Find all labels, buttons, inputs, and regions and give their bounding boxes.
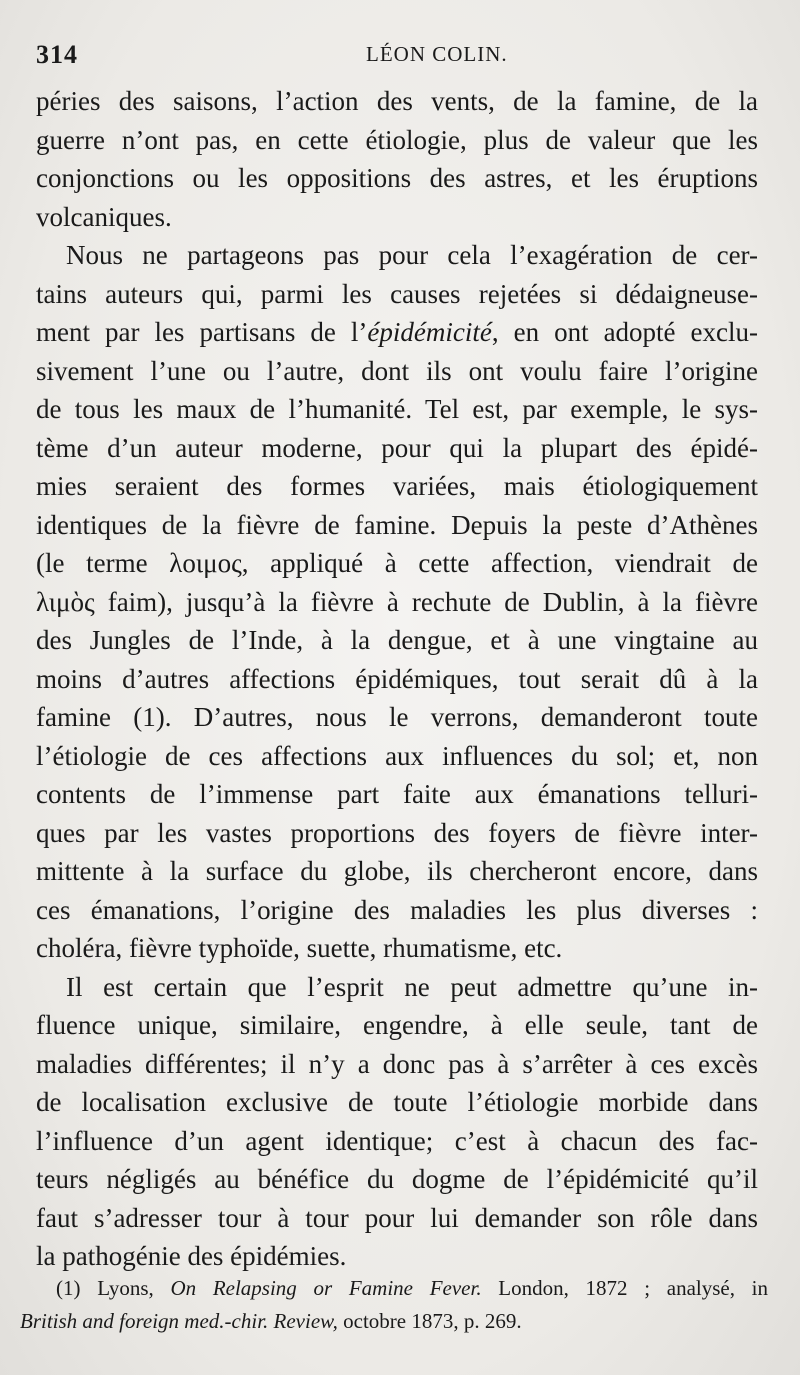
footnote <box>20 1272 768 1338</box>
text-line: Nous ne partageons pas pour cela l’exagération de cer- <box>66 240 758 270</box>
text-line: ques par les vastes proportions des foyers de fièvre inter- <box>36 817 758 848</box>
text-line: guerre n’ont pas, en cette étiologie, plus de valeur que les <box>36 124 758 155</box>
running-head: LÉON COLIN. <box>366 42 508 66</box>
text-line: de localisation exclusive de toute l’étiologie morbide dans <box>36 1087 758 1117</box>
text-line: péries des saisons, l’action des vents, de la famine, de la <box>36 86 758 116</box>
page-number: 314 <box>36 40 78 69</box>
footnote-line-1 <box>56 1272 768 1305</box>
text-line: l’étiologie de ces affections aux influences du sol; et, non <box>36 740 758 771</box>
text-line: ment par les partisans de l’épidémicité, en ont adopté exclu- <box>36 317 758 347</box>
text-line: tains auteurs qui, parmi les causes rejetées si dédaigneuse- <box>36 278 758 309</box>
text-line: volcaniques. <box>36 201 172 232</box>
text-line: identiques de la fièvre de famine. Depuis la peste d’Athènes <box>36 509 758 540</box>
text-line: maladies différentes; il n’y a donc pas à s’arrêter à ces excès <box>36 1048 758 1079</box>
text-line: mies seraient des formes variées, mais étiologiquement <box>36 471 758 501</box>
paragraph-2 <box>36 236 758 968</box>
text-line: conjonctions ou les oppositions des astres, et les éruptions <box>36 163 758 193</box>
text-line: la pathogénie des épidémies. <box>36 1241 347 1271</box>
footnote-date: octobre 1873, p. 269. <box>343 1309 522 1333</box>
text-line: teurs négligés au bénéfice du dogme de l’épidémicité qu’il <box>36 1164 758 1194</box>
footnote-journal: British and foreign med.-chir. Review, <box>20 1309 338 1333</box>
text-line: des Jungles de l’Inde, à la dengue, et à une vingtaine au <box>36 625 758 655</box>
text-line: faut s’adresser tour à tour pour lui demander son rôle dans <box>36 1202 758 1233</box>
text-line: (le terme λοιμος, appliqué à cette affection, viendrait de <box>36 548 758 578</box>
text-line: de tous les maux de l’humanité. Tel est, par exemple, le sys- <box>36 394 758 424</box>
text-line: λιμὸς faim), jusqu’à la fièvre à rechute de Dublin, à la fièvre <box>36 586 758 617</box>
text-line: ces émanations, l’origine des maladies les plus diverses : <box>36 894 758 925</box>
paragraph-1 <box>36 82 758 236</box>
text-line: contents de l’immense part faite aux émanations telluri- <box>36 779 758 809</box>
page-header <box>36 40 770 80</box>
paragraph-3 <box>36 968 758 1276</box>
text-line: l’influence d’un agent identique; c’est à chacun des fac- <box>36 1125 758 1156</box>
footnote-publication: London, 1872 ; analysé, in <box>498 1276 768 1300</box>
footnote-marker: (1) <box>56 1276 81 1300</box>
text-line: famine (1). D’autres, nous le verrons, demanderont toute <box>36 702 758 732</box>
footnote-author: Lyons, <box>97 1276 154 1300</box>
body-text <box>36 82 758 1276</box>
text-line: mittente à la surface du globe, ils chercheront encore, dans <box>36 856 758 886</box>
footnote-title: On Relapsing or Famine Fever. <box>170 1276 482 1300</box>
text-line: Il est certain que l’esprit ne peut admettre qu’une in- <box>66 971 758 1002</box>
text-line: moins d’autres affections épidémiques, tout serait dû à la <box>36 663 758 694</box>
text-line: fluence unique, similaire, engendre, à elle seule, tant de <box>36 1010 758 1040</box>
text-line: sivement l’une ou l’autre, dont ils ont voulu faire l’origine <box>36 355 758 386</box>
text-line: tème d’un auteur moderne, pour qui la plupart des épidé- <box>36 432 758 463</box>
text-line: choléra, fièvre typhoïde, suette, rhumatisme, etc. <box>36 933 563 963</box>
footnote-line-2 <box>20 1305 768 1338</box>
